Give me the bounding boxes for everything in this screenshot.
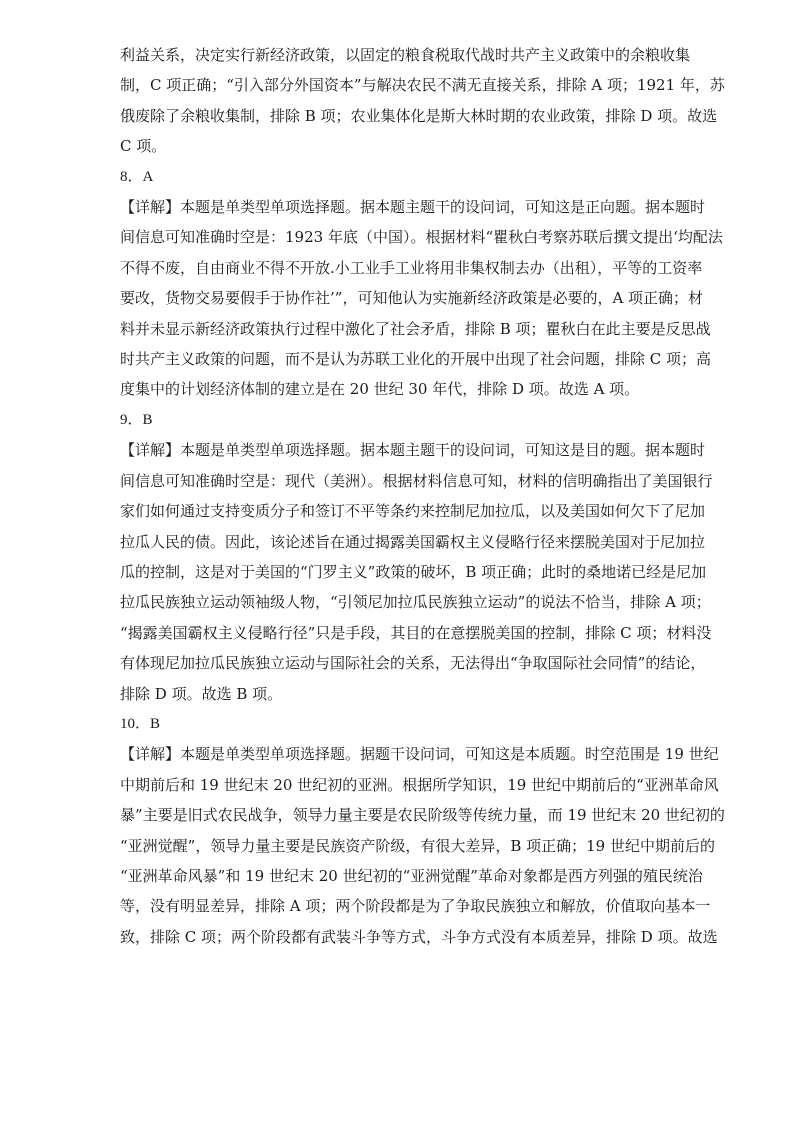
text-line: 【详解】本题是单类型单项选择题。据本题主题干的设问词，可知这是目的题。据本题时 [120,441,706,460]
text-line: 中期前后和 19 世纪末 20 世纪初的亚洲。根据所学知识，19 世纪中期前后的“亚洲革命风 [120,775,719,794]
document-page [120,40,725,952]
text-line: 不得不废，自由商业不得不开放.小工业手工业将用非集权制去办（出租），平等的工资率 [120,258,703,277]
text-line: 时共产主义政策的问题，而不是认为苏联工业化的开展中出现了社会问题，排除 C 项；高 [120,350,712,369]
text-line: 拉瓜民族独立运动领袖级人物，“引领尼加拉瓜民族独立运动”的说法不恰当，排除 A 项； [120,593,711,612]
text-line: 家们如何通过支持变质分子和签订不平等条约来控制尼加拉瓜，以及美国如何欠下了尼加 [120,502,706,521]
text-line: 拉瓜人民的债。因此，该论述旨在通过揭露美国霸权主义侵略行径来摆脱美国对于尼加拉 [120,532,706,551]
text-line: 有体现尼加拉瓜民族独立运动与国际社会的关系，无法得出“争取国际社会同情”的结论， [120,654,706,673]
text-line: 度集中的计划经济体制的建立是在 20 世纪 30 年代，排除 D 项。故选 A 项。 [120,380,640,399]
text-line: 瓜的控制，这是对于美国的“门罗主义”政策的破坏，B 项正确；此时的桑地诺已经是尼加 [120,562,707,581]
answer-8 [120,162,723,405]
answer-continuation [120,40,725,162]
text-line: “亚洲革命风暴”和 19 世纪末 20 世纪初的“亚洲觉醒”革命对象都是西方列强的殖民统治 [120,866,703,885]
text-line: 俄废除了余粮收集制，排除 B 项；农业集体化是斯大林时期的农业政策，排除 D 项。故选 [120,106,718,125]
question-number: 8．A [120,168,154,185]
text-line: 暴”主要是旧式农民战争，领导力量主要是农民阶级等传统力量，而 19 世纪末 20 世纪初的 [120,806,725,825]
text-line: C 项。 [120,137,167,156]
text-line: 制，C 项正确；“引入部分外国资本”与解决农民不满无直接关系，排除 A 项；1921 年，苏 [120,76,725,95]
text-line: 等，没有明显差异，排除 A 项；两个阶段都是为了争取民族独立和解放，价值取向基本一 [120,897,711,916]
answer-9 [120,405,713,709]
text-line: 【详解】本题是单类型单项选择题。据本题主题干的设问词，可知这是正向题。据本题时 [120,198,706,217]
text-line: 排除 D 项。故选 B 项。 [120,684,283,703]
text-line: 间信息可知准确时空是：1923 年底（中国）。根据材料“瞿秋白考察苏联后撰文提出‘均配法 [120,228,723,247]
text-line: 间信息可知准确时空是：现代（美洲）。根据材料信息可知，材料的信明确指出了美国银行 [120,471,713,490]
text-line: 要改，货物交易要假手于协作社’”，可知他认为实施新经济政策是必要的，A 项正确；材 [120,289,704,308]
answer-10 [120,709,725,952]
text-line: 【详解】本题是单类型单项选择题。据题干设问词，可知这是本质题。时空范围是 19 世纪 [120,745,719,764]
text-line: “揭露美国霸权主义侵略行径”只是手段，其目的在意摆脱美国的控制，排除 C 项；材料没 [120,623,712,642]
text-line: “亚洲觉醒”，领导力量主要是民族资产阶级，有很大差异，B 项正确；19 世纪中期前后的 [120,836,715,855]
text-line: 料并未显示新经济政策执行过程中激化了社会矛盾，排除 B 项；瞿秋白在此主要是反思战 [120,319,711,338]
question-number: 10．B [120,715,161,732]
question-number: 9．B [120,411,153,428]
text-line: 致，排除 C 项；两个阶段都有武装斗争等方式，斗争方式没有本质差异，排除 D 项。故选 [120,927,718,946]
text-line: 利益关系，决定实行新经济政策，以固定的粮食税取代战时共产主义政策中的余粮收集 [120,46,691,64]
